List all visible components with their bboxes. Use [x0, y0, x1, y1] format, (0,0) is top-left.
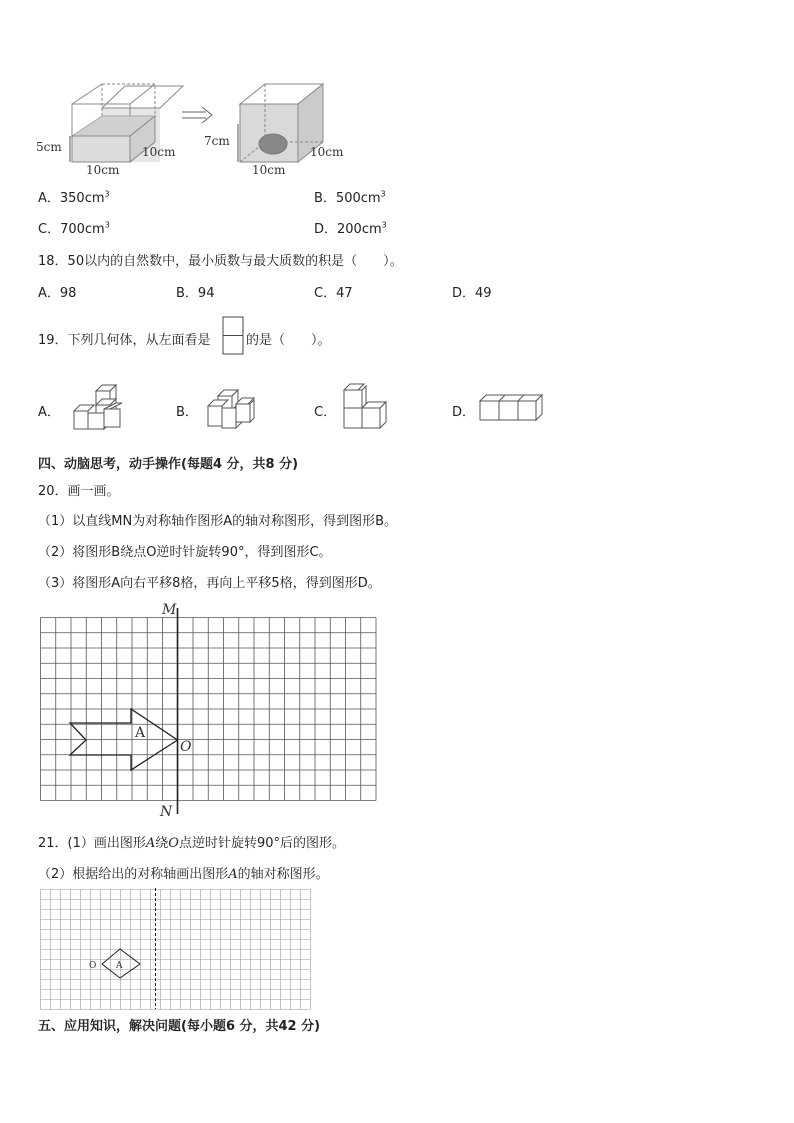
left-height-label: 5cm	[36, 140, 62, 154]
q18-option-c: C．47	[314, 286, 353, 301]
label-o: O	[89, 961, 97, 971]
q21-part1: 21．(1）画出图形A绕O点逆时针旋转90°后的图形。	[38, 836, 346, 851]
q17-option-d: D．$200cm^3$	[314, 220, 387, 237]
q19-option-b-cubes-icon	[204, 386, 256, 434]
q20-part1: （1）以直线MN为对称轴作图形A的轴对称图形，得到图形B。	[38, 514, 398, 529]
right-depth-label: 10cm	[310, 145, 344, 159]
transform-arrow	[182, 107, 212, 123]
label-shape-a: A	[135, 725, 146, 741]
section5-title: 五、应用知识，解决问题(每小题6 分，共42 分)	[38, 1019, 321, 1034]
q17-figure	[30, 78, 360, 178]
q21-part2: （2）根据给出的对称轴画出图形A的轴对称图形。	[38, 867, 329, 882]
q19-stem-before: 19．下列几何体，从左面看是	[38, 333, 211, 348]
q19-option-d-cubes-icon	[478, 393, 548, 423]
q19-option-a-cubes-icon	[68, 383, 124, 435]
q20-stem: 20．画一画。	[38, 484, 120, 499]
q18-option-b: B．94	[176, 286, 215, 301]
q18-option-d: D．49	[452, 286, 492, 301]
q17-option-a: A．$350cm^3$	[38, 189, 110, 206]
q19-option-d: D．	[452, 405, 476, 420]
label-m: M	[162, 602, 177, 618]
section4-title: 四、动脑思考，动手操作(每题4 分，共8 分)	[38, 457, 299, 472]
q18-stem: 18．50以内的自然数中，最小质数与最大质数的积是（ ）。	[38, 254, 403, 269]
right-width-label: 10cm	[252, 163, 286, 177]
q21-grid	[40, 888, 320, 1013]
label-o: O	[180, 739, 192, 755]
left-width-label: 10cm	[86, 163, 120, 177]
label-n: N	[160, 804, 173, 820]
q18-option-a: A．98	[38, 286, 77, 301]
q19-stem-after: 的是（ ）。	[246, 333, 331, 348]
q19-option-b: B．	[176, 405, 198, 420]
right-height-label: 7cm	[204, 134, 230, 148]
q19-option-a: A．	[38, 405, 60, 420]
q17-option-b: B．$500cm^3$	[314, 189, 386, 206]
label-shape-a: A	[116, 961, 123, 971]
q20-grid	[40, 600, 380, 820]
q19-option-c: C．	[314, 405, 337, 420]
q19-left-view-icon	[222, 316, 244, 356]
q20-part3: （3）将图形A向右平移8格，再向上平移5格，得到图形D。	[38, 576, 381, 591]
left-depth-label: 10cm	[142, 145, 176, 159]
q17-option-c: C．$700cm^3$	[38, 220, 110, 237]
q20-part2: （2）将图形B绕点O逆时针旋转90°，得到图形C。	[38, 545, 332, 560]
q19-option-c-cubes-icon	[340, 382, 392, 434]
